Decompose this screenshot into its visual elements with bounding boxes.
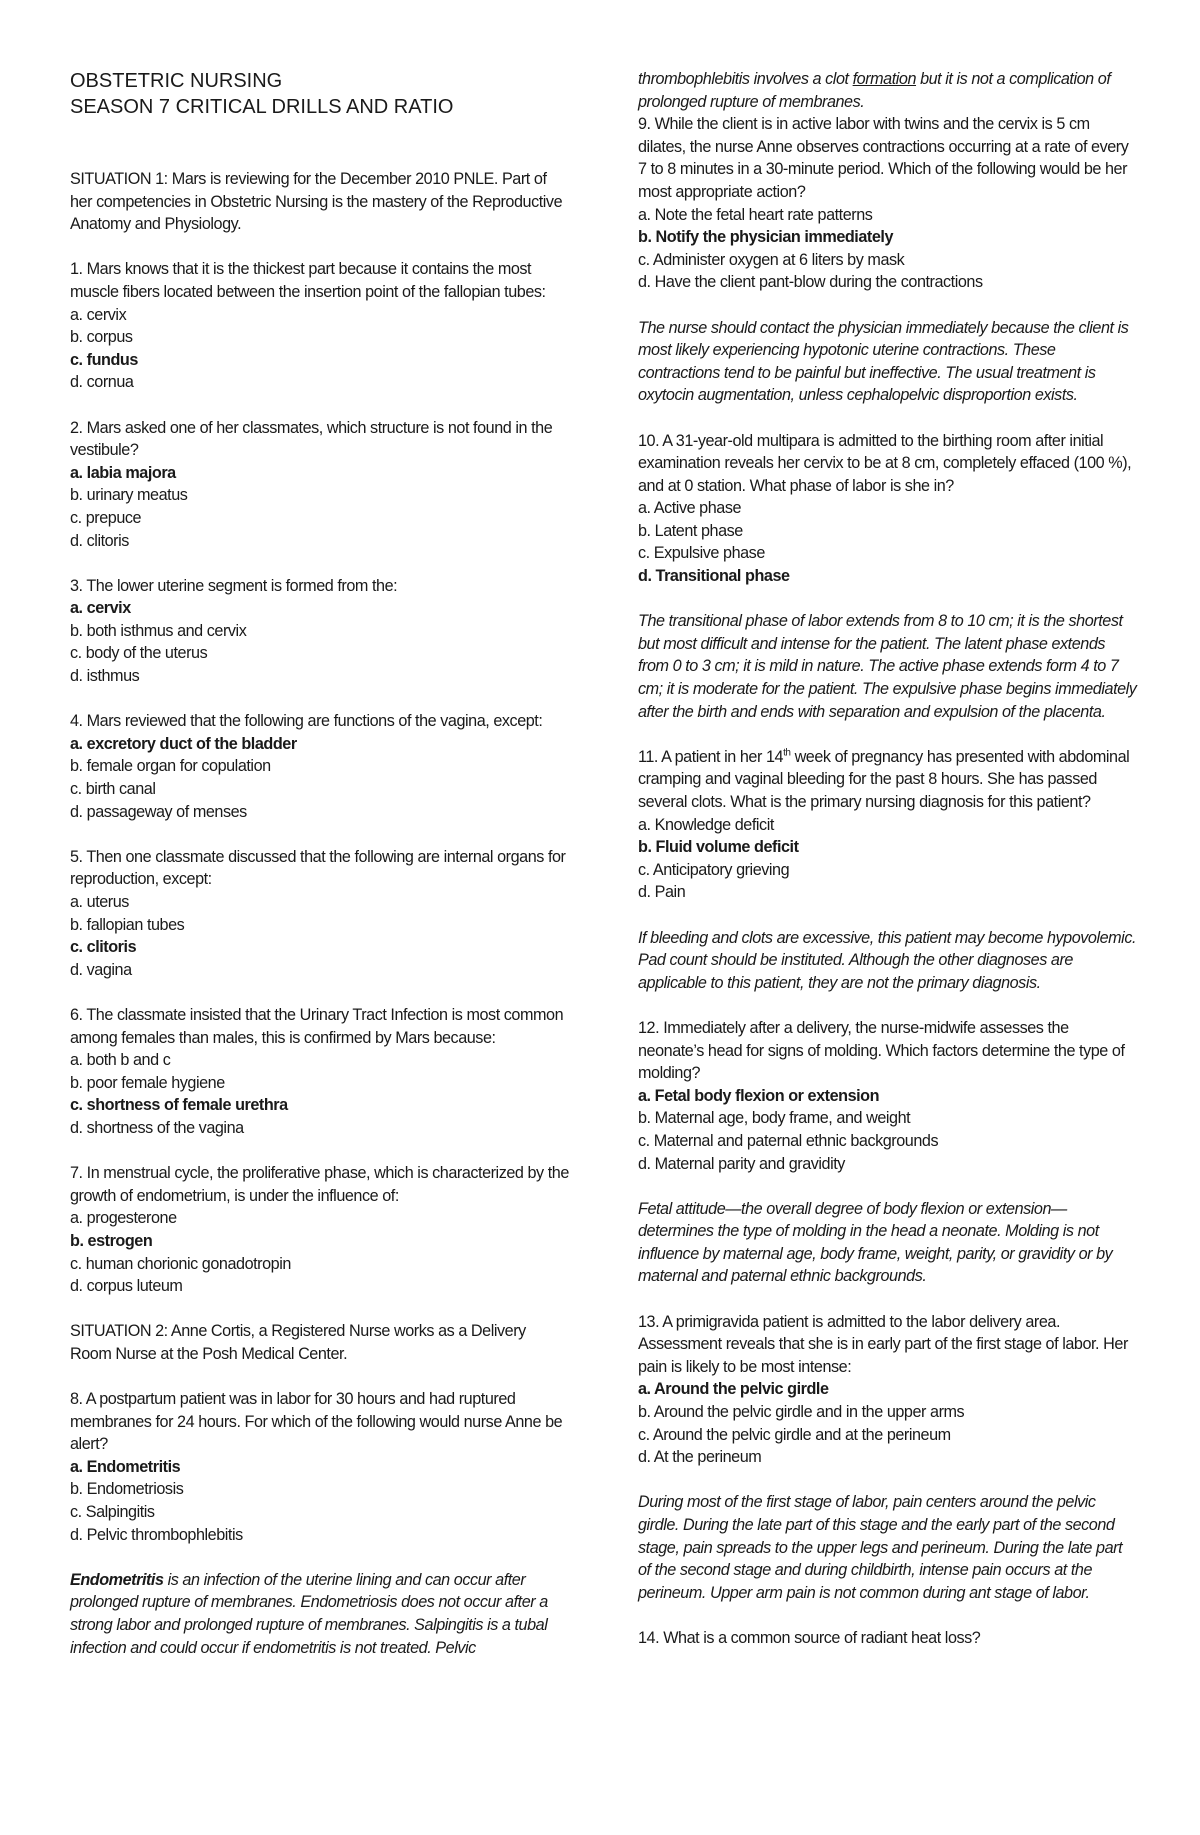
question-text: 2. Mars asked one of her classmates, which structure is not found in the vestibule? xyxy=(70,418,553,460)
question-3 xyxy=(70,575,570,688)
rationale-8 xyxy=(70,1569,570,1659)
option-c: c. Salpingitis xyxy=(70,1503,155,1522)
right-column xyxy=(638,68,1138,1672)
option-c-answer: c. fundus xyxy=(70,350,138,369)
option-d: d. Pain xyxy=(638,883,686,902)
question-2 xyxy=(70,417,570,553)
option-d: d. Pelvic thrombophlebitis xyxy=(70,1525,243,1544)
question-12 xyxy=(638,1017,1138,1175)
situation-1-text: SITUATION 1: Mars is reviewing for the December 2010 PNLE. Part of her competencies in Obstetric Nursing is the mastery of the Reproductive Anatomy and Physiology. xyxy=(70,170,563,234)
question-text xyxy=(638,746,1138,814)
option-c: c. Administer oxygen at 6 liters by mask xyxy=(638,250,905,269)
document-title xyxy=(70,68,570,120)
option-b: b. Around the pelvic girdle and in the upper arms xyxy=(638,1403,965,1422)
question-5 xyxy=(70,846,570,982)
option-a-answer: a. Around the pelvic girdle xyxy=(638,1380,829,1399)
option-a: a. Knowledge deficit xyxy=(638,815,774,834)
option-b-answer: b. estrogen xyxy=(70,1231,153,1250)
question-10 xyxy=(638,430,1138,588)
option-a: a. Note the fetal heart rate patterns xyxy=(638,205,873,224)
option-d: d. shortness of the vagina xyxy=(70,1118,244,1137)
rationale-11-block xyxy=(638,927,1138,995)
question-11 xyxy=(638,746,1138,904)
option-d: d. clitoris xyxy=(70,531,129,550)
option-c: c. Anticipatory grieving xyxy=(638,860,790,879)
question-text: 8. A postpartum patient was in labor for 30 hours and had ruptured membranes for 24 hours. For which of the following would nurse Anne be alert? xyxy=(70,1390,563,1454)
question-text: 12. Immediately after a delivery, the nurse-midwife assesses the neonate’s head for signs of molding. Which factors determine the type of molding? xyxy=(638,1018,1125,1083)
option-c: c. human chorionic gonadotropin xyxy=(70,1254,291,1273)
rationale-8-text: is an infection of the uterine lining and can occur after prolonged rupture of membranes. Endometriosis does not occur after a strong labor and prolonged rupture of membranes. Salpingitis is a tubal infection and could occur if endometritis is not treated. Pelvic xyxy=(70,1570,548,1657)
question-text: 6. The classmate insisted that the Urinary Tract Infection is most common among females than males, this is confirmed by Mars because: xyxy=(70,1005,564,1047)
ordinal-suffix: th xyxy=(783,747,791,759)
option-b-answer: b. Fluid volume deficit xyxy=(638,838,799,857)
option-d: d. Maternal parity and gravidity xyxy=(638,1154,845,1173)
title-line-2: SEASON 7 CRITICAL DRILLS AND RATIO xyxy=(70,96,454,118)
question-9 xyxy=(638,113,1138,294)
option-b: b. fallopian tubes xyxy=(70,915,185,934)
option-a: a. both b and c xyxy=(70,1051,171,1070)
rationale-10-block xyxy=(638,610,1138,723)
option-b: b. Latent phase xyxy=(638,521,743,540)
option-b: b. corpus xyxy=(70,328,133,347)
question-text: 5. Then one classmate discussed that the following are internal organs for reproduction, except: xyxy=(70,847,566,889)
option-b: b. Maternal age, body frame, and weight xyxy=(638,1109,911,1128)
question-11-text-part-2: week of pregnancy has presented with abdominal cramping and vaginal bleeding for the past 8 hours. She has passed several clots. What is the primary nursing diagnosis for this patient? xyxy=(638,747,1130,811)
situation-2 xyxy=(70,1320,570,1365)
option-c-answer: c. clitoris xyxy=(70,938,137,957)
question-8 xyxy=(70,1388,570,1546)
question-text: 10. A 31-year-old multipara is admitted to the birthing room after initial examination reveals her cervix to be at 8 cm, completely effaced (100 %), and at 0 station. What phase of labor is she in? xyxy=(638,431,1132,495)
option-c: c. birth canal xyxy=(70,780,156,799)
option-a-answer: a. labia majora xyxy=(70,463,176,482)
question-text: 3. The lower uterine segment is formed from the: xyxy=(70,576,398,595)
option-a: a. Active phase xyxy=(638,499,742,518)
rationale-10: The transitional phase of labor extends from 8 to 10 cm; it is the shortest but most difficult and intense for the patient. The latent phase extends from 0 to 3 cm; it is mild in nature. The active phase extends form 4 to 7 cm; it is moderate for the patient. The expulsive phase begins immediately after the birth and ends with separation and expulsion of the placenta. xyxy=(638,612,1137,721)
question-text: 13. A primigravida patient is admitted to the labor delivery area. Assessment reveals that she is in early part of the first stage of labor. Her pain is likely to be most intense: xyxy=(638,1312,1128,1376)
question-7 xyxy=(70,1162,570,1298)
question-14 xyxy=(638,1627,1138,1650)
option-a: a. cervix xyxy=(70,305,127,324)
rationale-8-cont-underlined: formation xyxy=(852,70,917,88)
option-a-answer: a. excretory duct of the bladder xyxy=(70,734,297,753)
option-c: c. Expulsive phase xyxy=(638,544,765,563)
rationale-13-block xyxy=(638,1491,1138,1604)
option-a: a. uterus xyxy=(70,893,129,911)
rationale-8-continued xyxy=(638,68,1138,113)
rationale-8-cont-part-1: thrombophlebitis involves a clot xyxy=(638,70,853,88)
option-d: d. passageway of menses xyxy=(70,802,247,821)
question-text: 9. While the client is in active labor with twins and the cervix is 5 cm dilates, the nurse Anne observes contractions occurring at a rate of every 7 to 8 minutes in a 30-minute period. Which of the following would be her most appropriate action? xyxy=(638,115,1129,201)
option-c: c. Maternal and paternal ethnic backgrounds xyxy=(638,1131,939,1150)
rationale-9-block xyxy=(638,317,1138,407)
option-a: a. progesterone xyxy=(70,1209,177,1228)
left-column xyxy=(70,68,570,1659)
option-b: b. female organ for copulation xyxy=(70,757,271,776)
option-d-answer: d. Transitional phase xyxy=(638,567,790,586)
option-d: d. cornua xyxy=(70,373,134,392)
question-4 xyxy=(70,710,570,823)
question-13 xyxy=(638,1311,1138,1469)
question-text: 14. What is a common source of radiant heat loss? xyxy=(638,1628,981,1647)
option-a-answer: a. cervix xyxy=(70,599,131,618)
option-d: d. Have the client pant-blow during the contractions xyxy=(638,273,983,292)
rationale-8-term: Endometritis xyxy=(70,1570,164,1589)
rationale-12-block xyxy=(638,1198,1138,1288)
rationale-9: The nurse should contact the physician immediately because the client is most likely experiencing hypotonic uterine contractions. These contractions tend to be painful but ineffective. The usual treatment is oxytocin augmentation, unless cephalopelvic disproportion exists. xyxy=(638,318,1129,405)
option-d: d. isthmus xyxy=(70,667,140,686)
option-d: d. vagina xyxy=(70,960,132,979)
rationale-12: Fetal attitude—the overall degree of body flexion or extension—determines the type of molding in the head a neonate. Molding is not influence by maternal age, body frame, weight, parity, or gravidity or by maternal and paternal ethnic backgrounds. xyxy=(638,1199,1113,1286)
question-text: 4. Mars reviewed that the following are functions of the vagina, except: xyxy=(70,712,543,731)
option-c: c. prepuce xyxy=(70,508,142,527)
rationale-11: If bleeding and clots are excessive, this patient may become hypovolemic. Pad count should be instituted. Although the other diagnoses are applicable to this patient, they are not the primary diagnosis. xyxy=(638,928,1137,992)
rationale-13: During most of the first stage of labor, pain centers around the pelvic girdle. During the late part of this stage and the early part of the second stage, pain spreads to the upper legs and perineum. During the late part of the second stage and during childbirth, intense pain occurs at the perineum. Upper arm pain is not common during ant stage of labor. xyxy=(638,1493,1123,1602)
question-text: 7. In menstrual cycle, the proliferative phase, which is characterized by the growth of endometrium, is under the influence of: xyxy=(70,1164,569,1205)
title-line-1: OBSTETRIC NURSING xyxy=(70,70,283,92)
option-c-answer: c. shortness of female urethra xyxy=(70,1096,288,1115)
option-b: b. both isthmus and cervix xyxy=(70,621,247,640)
option-d: d. corpus luteum xyxy=(70,1277,183,1296)
option-b: b. poor female hygiene xyxy=(70,1073,225,1092)
option-b-answer: b. Notify the physician immediately xyxy=(638,228,894,247)
situation-1 xyxy=(70,168,570,236)
option-d: d. At the perineum xyxy=(638,1448,762,1467)
question-1 xyxy=(70,258,570,394)
option-b: b. urinary meatus xyxy=(70,486,188,505)
situation-2-text: SITUATION 2: Anne Cortis, a Registered Nurse works as a Delivery Room Nurse at the Posh Medical Center. xyxy=(70,1322,526,1363)
option-b: b. Endometriosis xyxy=(70,1480,184,1499)
option-c: c. Around the pelvic girdle and at the perineum xyxy=(638,1425,951,1444)
rationale-8-cont-part-2: but it is not a complication of prolonged rupture of membranes. xyxy=(638,70,1111,111)
question-11-text-part-1: 11. A patient in her 14 xyxy=(638,747,784,766)
option-a-answer: a. Endometritis xyxy=(70,1457,181,1476)
option-c: c. body of the uterus xyxy=(70,644,208,663)
question-6 xyxy=(70,1004,570,1140)
question-text: 1. Mars knows that it is the thickest part because it contains the most muscle fibers located between the insertion point of the fallopian tubes: xyxy=(70,260,546,301)
option-a-answer: a. Fetal body flexion or extension xyxy=(638,1086,880,1105)
